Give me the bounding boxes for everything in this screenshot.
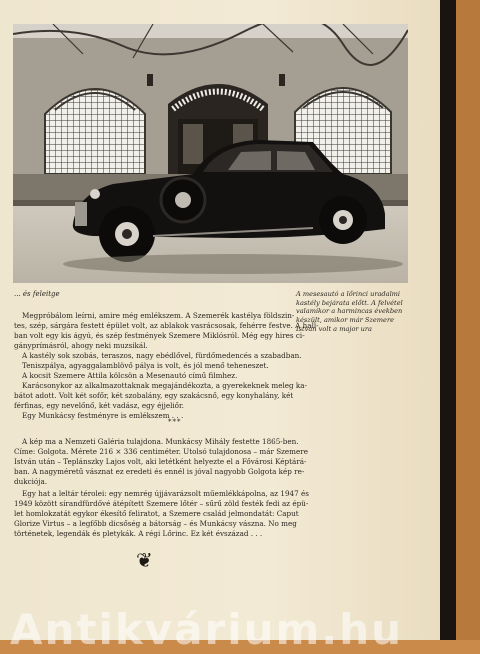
paragraph-line: A kocsit Szemere Attila kölcsön a Mesenautó című filmhez.	[22, 371, 238, 380]
paragraph-line: férfinas, egy nevelőnő, két vadász, egy éjjeliőr.	[14, 401, 184, 410]
paragraph-line: Címe: Golgota. Mérete 216 × 336 centiméter. Utolsó tulajdonosa – már Szemere	[14, 447, 308, 456]
caption-line: valamikor a harmincas években	[296, 307, 403, 316]
car-manor-photo	[13, 24, 408, 283]
paragraph-line: A kastély sok szobás, teraszos, nagy ebédlővel, fürdőmedencés a szabadban.	[22, 351, 302, 360]
paragraph-line: Teniszpálya, agyaggalamblövő pálya is volt, és jól menő teheneszet.	[22, 361, 269, 370]
paragraph-line: 1949 között sírandfürdővé átépített Szemere lőtér – sűrű zöld festék fedi az épü-	[14, 499, 309, 508]
caption-line: A mesesautó a lőrinci uradalmi	[296, 290, 401, 298]
paragraph-line: Glorize Virtus – a legfőbb dicsőség a bátorság – és Munkácsy vászna. No meg	[14, 519, 297, 528]
book-cover	[456, 0, 480, 640]
book-edge	[440, 0, 456, 640]
paragraph-line: Megpróbálom leírni, amire még emlékszem. A Szemerék kastélya földszin-	[22, 311, 295, 320]
photo-illustration	[13, 24, 408, 283]
paragraph-line: dukciója.	[14, 477, 48, 486]
paragraph-line: Egy hat a leltár térolei: egy nemrég újjávarázsolt műemlékkápolna, az 1947 és	[22, 489, 309, 498]
photo-caption-left: ... és feleitge	[14, 290, 60, 298]
watermark: Antikvárium.hu	[10, 605, 404, 654]
paragraph-line: történetek, legendák és pletykák. A régi Lőrinc. Ez két évszázad . . .	[14, 529, 263, 538]
paragraph-line: gányprímásról, ahogy neki muzsikál.	[14, 341, 148, 350]
caption-line: István volt a major ura	[296, 324, 372, 333]
section-divider-stars: ***	[168, 418, 182, 426]
caption-line: készült, amikor már Szemere	[296, 316, 394, 325]
paragraph-line: ban. A nagyméretű vásznat ez eredeti és ennél is jóval nagyobb Golgota kép re-	[14, 467, 305, 476]
paragraph-line: A kép ma a Nemzeti Galéria tulajdona. Munkácsy Mihály festette 1865-ben.	[22, 437, 299, 446]
caption-line: kastély bejárata előtt. A felvétel	[296, 298, 403, 307]
paragraph-line: István után – Teplánszky Lajos volt, aki letétként helyezte el a Fővárosi Képtárá-	[14, 457, 307, 466]
paragraph-line: tes, szép, sárgára festett épület volt, az ablakok vasrácsosak, fehérre festve. A hall-	[14, 321, 319, 330]
paragraph-line: ban volt egy kis ágyú, és szép festmények Szemere Miklósról. Még egy hires ci-	[14, 331, 305, 340]
ornament-icon: ❦	[136, 548, 153, 572]
paragraph-line: Egy Munkácsy festményre is emlékszem . . .	[22, 411, 184, 420]
paragraph-line: let homlokzatát egykor ékesítő feliratot, a Szemere család jelmondatát: Caput	[14, 509, 299, 518]
paragraph-line: bátot adott. Volt két sofőr, két szobalány, egy szakácsnő, egy konyhalány, két	[14, 391, 294, 400]
paragraph-line: Karácsonykor az alkalmazottaknak megajándékozta, a gyerekeknek meleg ka-	[22, 381, 307, 390]
